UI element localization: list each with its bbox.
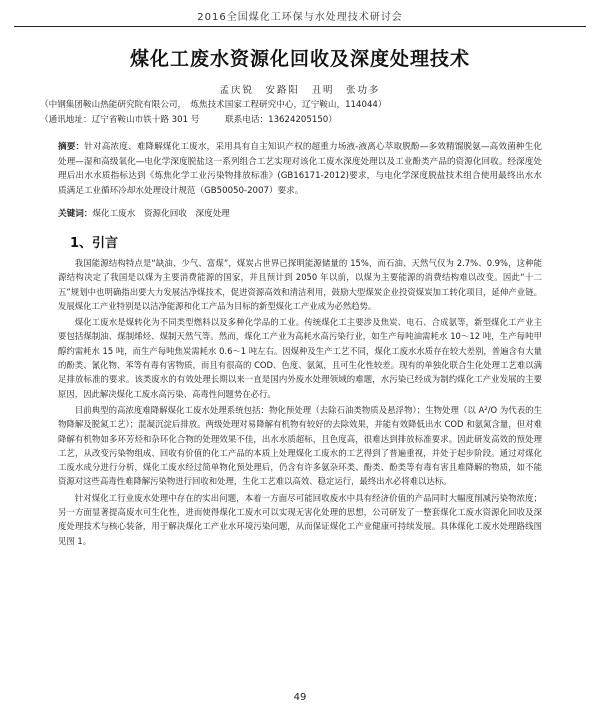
page-number: 49: [293, 692, 307, 703]
keywords: [58, 207, 542, 221]
paragraph: 目前典型的高浓度难降解煤化工废水处理系统包括：物化预处理（去除石油类物质及悬浮物）；生物处理（以 A²/O 为代表的生物降解及脱氮工艺）；混凝沉淀后排放。两级处理对易降解有机物有较好的去除效果，并能有效降低出水 COD 和氨氮含量，但对难降解有机物如多环芳烃和杂环化合物的处理效果不佳，出水水质超标，且色度高，很难达到排放标准要求。因此研发高效的预处理工艺，从改变污染物组成、回收有价值的化工产品的本质上处理煤化工废水的工艺得到了普遍重视，并处于起步阶段。通过对煤化工废水成分进行分析，煤化工废水经过简单物化预处理后，仍含有许多氨杂环类、酚类、酚类等有毒有害且难降解的物质，如不能资源对这些高毒性难降解污染物进行回收和处理，生化工艺难以高效、稳定运行，最终出水必将难以达标。: [58, 404, 542, 487]
paragraph: 我国能源结构特点是“缺油、少气、富煤”，煤炭占世界已探明能源储量的 15%，而石油、天然气仅为 2.7%、0.9%，这种能源结构决定了我国是以煤为主要消费能源的国家，并且预计到 2050 年以前，以煤为主要能源的消费结构难以改变。因此“十二五”规划中也明确指出要大力发展洁净煤技术，促进资源高效和清洁利用，鼓励大型煤炭企业投资煤炭加工转化项目，延伸产业链。发展煤化工产业特别是以洁净能源和化工产品为目标的新型煤化工产业成为必然趋势。: [58, 258, 542, 311]
paper-title: 煤化工废水资源化回收及深度处理技术: [129, 48, 470, 70]
keywords-text: 煤化工废水 资源化回收 深度处理: [92, 209, 230, 219]
affiliation-line: （中钢集团鞍山热能研究院有限公司， 炼焦技术国家工程研究中心，辽宁鞍山，114044）: [40, 100, 387, 110]
header-rule: [14, 26, 586, 27]
contact-line: （通讯地址：辽宁省鞍山市铁十路 301 号 联系电话：13624205150）: [40, 115, 337, 125]
abstract: [58, 140, 542, 198]
section-heading-introduction: 1、引言: [70, 236, 119, 251]
abstract-label: 摘要：: [58, 142, 85, 152]
paragraph: 煤化工废水是煤转化为不同类型燃料以及多种化学品的工业。传统煤化工主要涉及焦炭、电石、合成氨等，新型煤化工产业主要包括煤制油、煤制烯烃、煤制天然气等。然而，煤化工产业为高耗水高污染行业，如生产每吨油需耗水 10～12 吨，生产每吨甲醇约需耗水 15 吨，而生产每吨焦炭需耗水 0.6～1 吨左右。因煤种及生产工艺不同，煤化工废水水质存在较大差别，普遍含有大量的酚类、氰化物、苯等有毒有害物质，而且有很高的 COD、色度、氨氮，且可生化性较差。现有的单独化联合生化处理工艺难以满足排放标准的要求。该类废水的有效处理长期以来一直是国内外废水处理领域的难题，水污染已经成为制约煤化工产业发展的主要原因，因此解决煤化工废水高污染、高毒性问题势在必行。: [58, 317, 542, 399]
abstract-text: 针对高浓度、难降解煤化工废水，采用具有自主知识产权的超重力场液-液离心萃取脱酚—多效精馏脱氨—高效菌种生化处理—湿和高级氧化—电化学深度脱盐这一系列组合工艺实现对该化工废水深度处理以及工业酚类产品的资源化回收。经深度处理后出水水质指标达到《炼焦化学工业污染物排放标准》(GB16171-2012)要求，与电化学深度脱盐技术组合使用最终出水水质满足工业循环冷却水处理设计规范（GB50050-2007）要求。: [58, 142, 542, 196]
running-header: 2016全国煤化工环保与水处理技术研讨会: [197, 12, 403, 23]
affiliation-block: [40, 98, 580, 128]
body-text: [58, 256, 542, 550]
keywords-label: 关键词：: [58, 209, 93, 219]
author-list: 孟庆锐 安路阳 丑明 张功多: [219, 85, 381, 96]
paragraph: 针对煤化工行业废水处理中存在的实出问题，本着一方面尽可能回收废水中具有经济价值的产品同时大幅度削减污染物浓度；另一方面显著提高废水可生化性，进而使得煤化工废水可以实现无害化处理的思想，公司研发了一整套煤化工废水资源化回收及深度处理技术与核心装备，用于解决煤化工产业水环境污染问题，从而保证煤化工产业健康可持续发展。具体煤化工废水处理路线图见图 1。: [58, 492, 542, 546]
